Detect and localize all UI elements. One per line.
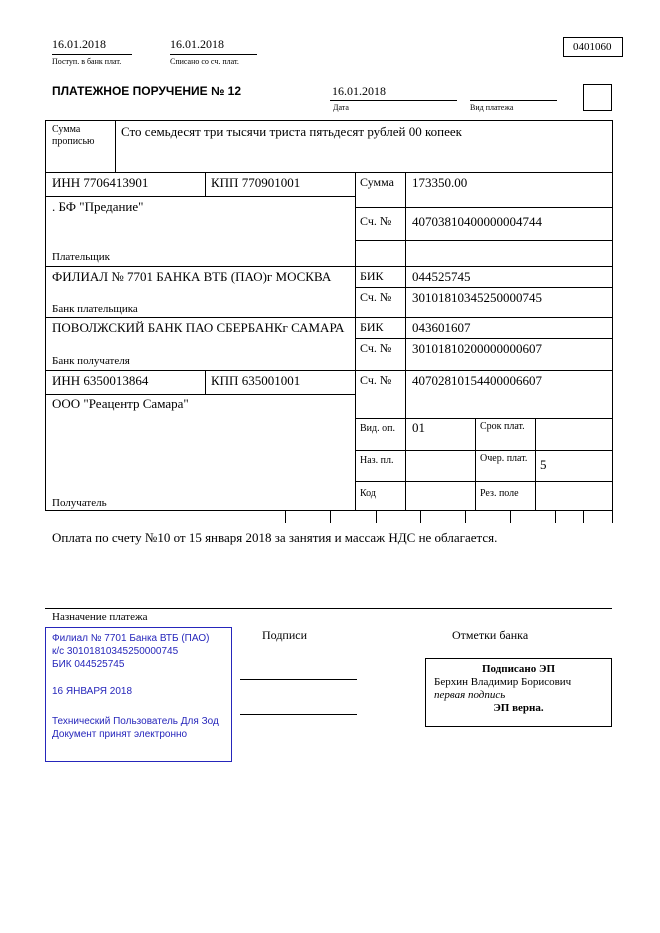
payee-section-label: Получатель: [52, 497, 107, 509]
stamp-technical-user: Технический Пользователь Для Зод: [52, 716, 219, 727]
payer-bank-name: ФИЛИАЛ № 7701 БАНКА ВТБ (ПАО)г МОСКВА: [52, 269, 332, 284]
grid-line-h: [355, 240, 612, 241]
code-label: Код: [360, 488, 376, 499]
priority-label: Очер. плат.: [480, 453, 528, 464]
tick-mark: [612, 510, 613, 523]
tick-mark: [555, 510, 556, 523]
electronic-signature-box: [425, 658, 612, 727]
payer-account-number: 40703810400000004744: [412, 214, 542, 229]
grid-line-v: [205, 370, 206, 394]
tick-mark: [285, 510, 286, 523]
amount-in-words: Сто семьдесят три тысячи триста пятьдесят рублей 00 копеек: [121, 124, 462, 139]
grid-line-h: [45, 172, 612, 173]
form-code: 0401060: [573, 41, 612, 53]
stamp-accepted-note: Документ принят электронно: [52, 729, 188, 740]
grid-line-h: [355, 207, 612, 208]
signature-line: [240, 714, 357, 715]
payment-kind-label: Вид платежа: [470, 103, 514, 112]
payee-bank-bik-label: БИК: [360, 320, 384, 334]
payer-bank-account-number: 30101810345250000745: [412, 290, 542, 305]
grid-line-h: [355, 418, 612, 419]
bank-marks-label: Отметки банка: [452, 628, 529, 642]
debited-from-account-label: Списано со сч. плат.: [170, 57, 239, 66]
payer-bank-account-label: Сч. №: [360, 290, 392, 304]
grid-line-v: [405, 172, 406, 510]
grid-line-h: [45, 317, 612, 318]
grid-line-v: [355, 172, 356, 510]
payment-kind-underline: [470, 100, 557, 101]
signatures-label: Подписи: [262, 628, 308, 642]
payer-kpp: КПП 770901001: [211, 175, 301, 190]
payer-bank-bik-value: 044525745: [412, 269, 471, 284]
esign-note: первая подпись: [434, 689, 506, 701]
grid-line-h: [45, 196, 355, 197]
form-code-box: [563, 37, 623, 57]
stamp-bik: БИК 044525745: [52, 659, 125, 670]
debited-date-underline: [170, 54, 257, 55]
operation-kind-value: 01: [412, 420, 425, 435]
grid-line-h: [355, 481, 612, 482]
purpose-code-label: Наз. пл.: [360, 455, 394, 466]
tick-mark: [376, 510, 377, 523]
amount-words-label-2: прописью: [52, 136, 95, 147]
operation-kind-label: Вид. оп.: [360, 423, 395, 434]
stamp-corr-account: к/с 30101810345250000745: [52, 646, 179, 657]
received-in-bank-date: 16.01.2018: [52, 37, 106, 51]
grid-line-h: [45, 266, 612, 267]
amount-words-label-1: Сумма: [52, 124, 81, 135]
payee-bank-account-number: 30101810200000000607: [412, 341, 542, 356]
table-left-border: [45, 120, 46, 510]
payee-account-label: Сч. №: [360, 373, 392, 387]
stamp-date: 16 ЯНВАРЯ 2018: [52, 686, 133, 697]
payer-bank-section-label: Банк плательщика: [52, 303, 138, 315]
payment-purpose-section-label: Назначение платежа: [52, 611, 148, 623]
tick-mark: [510, 510, 511, 523]
received-date-underline: [52, 54, 132, 55]
amount-value: 173350.00: [412, 175, 468, 190]
grid-line-h: [355, 338, 612, 339]
grid-line-v: [205, 172, 206, 196]
reserve-field-label: Рез. поле: [480, 488, 519, 499]
date-underline: [330, 100, 457, 101]
payer-inn: ИНН 7706413901: [52, 175, 149, 190]
esign-title: Подписано ЭП: [481, 663, 556, 675]
payee-bank-name: ПОВОЛЖСКИЙ БАНК ПАО СБЕРБАНКг САМАРА: [52, 320, 345, 335]
payee-bank-section-label: Банк получателя: [52, 355, 130, 367]
debited-from-account-date: 16.01.2018: [170, 37, 224, 51]
due-date-label: Срок плат.: [480, 421, 525, 432]
payer-section-label: Плательщик: [52, 251, 110, 263]
bank-electronic-stamp: [45, 627, 232, 762]
grid-line-v: [115, 120, 116, 172]
date-label: Дата: [333, 103, 349, 112]
grid-line-h: [45, 370, 612, 371]
payee-kpp: КПП 635001001: [211, 373, 301, 388]
payer-account-label: Сч. №: [360, 214, 392, 228]
grid-line-h: [45, 120, 612, 121]
grid-line-v: [475, 418, 476, 510]
esign-signer-name: Берхин Владимир Борисович: [434, 676, 572, 688]
payment-purpose-text: Оплата по счету №10 от 15 января 2018 за занятия и массаж НДС не облагается.: [52, 530, 498, 545]
grid-line-v: [535, 418, 536, 510]
grid-line-h: [355, 450, 612, 451]
stamp-bank-name: Филиал № 7701 Банка ВТБ (ПАО): [52, 633, 210, 644]
tick-mark: [330, 510, 331, 523]
tick-mark: [583, 510, 584, 523]
document-title: ПЛАТЕЖНОЕ ПОРУЧЕНИЕ № 12: [52, 84, 242, 98]
amount-label: Сумма: [360, 175, 394, 189]
signature-line: [240, 679, 357, 680]
payer-name: . БФ "Предание": [52, 199, 144, 214]
payee-bank-bik-value: 043601607: [412, 320, 471, 335]
grid-line-h: [45, 608, 612, 609]
payee-name: ООО "Реацентр Самара": [52, 396, 189, 411]
payee-inn: ИНН 6350013864: [52, 373, 149, 388]
received-in-bank-label: Поступ. в банк плат.: [52, 57, 122, 66]
priority-value: 5: [540, 457, 547, 472]
payment-kind-box: [583, 84, 612, 111]
grid-line-h: [355, 287, 612, 288]
grid-line-h: [45, 394, 355, 395]
grid-line-h: [45, 510, 612, 511]
payer-bank-bik-label: БИК: [360, 269, 384, 283]
document-date: 16.01.2018: [332, 84, 386, 98]
tick-mark: [420, 510, 421, 523]
payee-account-number: 40702810154400006607: [412, 373, 542, 388]
table-right-border: [612, 120, 613, 510]
tick-mark: [465, 510, 466, 523]
esign-verified: ЭП верна.: [493, 702, 544, 714]
payee-bank-account-label: Сч. №: [360, 341, 392, 355]
